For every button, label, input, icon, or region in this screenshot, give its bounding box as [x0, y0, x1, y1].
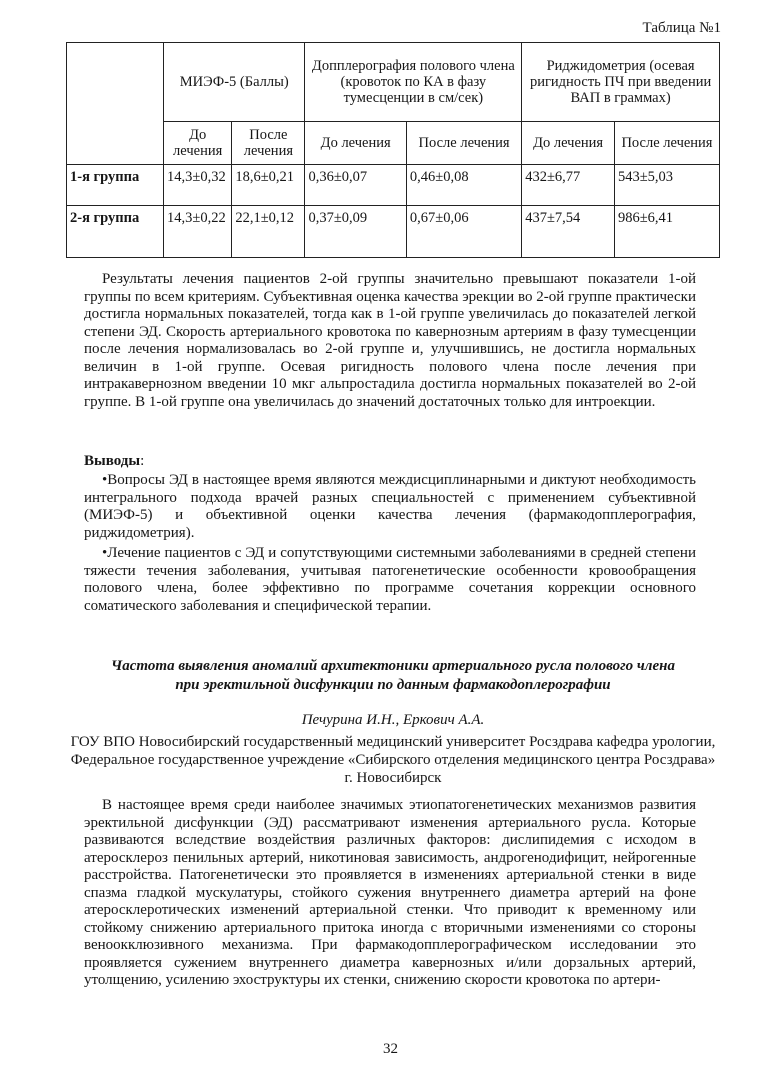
- row-label: 1-я группа: [67, 165, 164, 206]
- table-subheader-row: [67, 122, 720, 165]
- article-authors: Печурина И.Н., Еркович А.А.: [301, 712, 485, 728]
- page-number: 32: [383, 1041, 398, 1057]
- table-row: [67, 206, 720, 258]
- header-dopplerography: Допплерография полового члена (кровоток по КА в фазу тумесценции в см/сек): [305, 43, 522, 122]
- table-corner-cell: [67, 43, 164, 165]
- row-label: 2-я группа: [67, 206, 164, 258]
- conclusion-item: •Лечение пациентов с ЭД и сопутствующими системными заболеваниями в средней степени тяжести течения заболевания, учитывая патогенетические особенности кровообращения полового члена, более эффективно по программе сочетания коррекции основного соматического заболевания и специфической терапии.: [84, 545, 696, 614]
- table-cell: 543±5,03: [614, 165, 719, 206]
- subheader-cell: После лечения: [406, 122, 521, 165]
- table-cell: 432±6,77: [522, 165, 615, 206]
- table-cell: 14,3±0,22: [164, 206, 232, 258]
- conclusions-label: Выводы: [84, 453, 141, 469]
- table-row: [67, 165, 720, 206]
- table-cell: 22,1±0,12: [232, 206, 305, 258]
- table-cell: 0,37±0,09: [305, 206, 406, 258]
- article-title: [66, 657, 720, 695]
- subheader-cell: До лечения: [164, 122, 232, 165]
- table-cell: 0,67±0,06: [406, 206, 521, 258]
- subheader-cell: До лечения: [522, 122, 615, 165]
- article-affiliation: ГОУ ВПО Новосибирский государственный медицинский университет Росздрава кафедра урологии, Федеральное государственное учреждение «Сибирского отделения медицинского центра Росздрава» г. Новосибирск: [70, 734, 716, 786]
- conclusions-colon: :: [140, 453, 145, 469]
- subheader-cell: После лечения: [614, 122, 719, 165]
- table-group-header-row: [67, 43, 720, 122]
- table-caption: Таблица №1: [642, 20, 721, 36]
- article-title-line: при эректильной дисфункции по данным фармакодоплерографии: [175, 677, 611, 693]
- table-cell: 437±7,54: [522, 206, 615, 258]
- results-table: [66, 42, 720, 258]
- conclusions-heading: [84, 453, 696, 471]
- subheader-cell: До лечения: [305, 122, 406, 165]
- table-cell: 0,46±0,08: [406, 165, 521, 206]
- table-cell: 14,3±0,32: [164, 165, 232, 206]
- conclusion-item: •Вопросы ЭД в настоящее время являются междисциплинарными и диктуют необходимость интегрального подхода врачей разных специальностей с применением субъективной (МИЭФ-5) и объективной оценки качества лечения (фармакодопплерография, риджидометрия).: [84, 472, 696, 541]
- results-paragraph: Результаты лечения пациентов 2-ой группы значительно превышают показатели 1-ой группы по всем критериям. Субъективная оценка качества эрекции во 2-ой группе практически достигла нормальных показателей, тогда как в 1-ой группе увеличилась до показателей легкой степени ЭД. Скорость артериального кровотока по кавернозным артериям в фазу тумесценции после лечения нормализовалась во 2-ой группе и, улучшившись, не достигла нормальных величин в 1-ой группе. Осевая ригидность полового члена после лечения при интракавернозном введении 10 мкг альпростадила достигла нормальных показателей во 2-ой группе. В 1-ой группе она увеличилась до значений достаточных только для интроекции.: [84, 271, 696, 410]
- article-title-line: Частота выявления аномалий архитектоники артериального русла полового члена: [111, 658, 675, 674]
- article-body: В настоящее время среди наиболее значимых этиопатогенетических механизмов развития эректильной дисфункции (ЭД) рассматривают изменения артериального русла. Которые развиваются вследствие воздействия различных факторов: дислипидемия с исходом в атеросклероз пенильных артерий, никотиновая зависимость, андрогенодифицит, нейрогенные расстройства. Патогенетически это проявляется в изменениях артериальной стенки в виде спазма гладкой мускулатуры, стойкого сужения внутреннего диаметра артерий на фоне атеросклеротических изменений артериальной стенки. Что приводит к временному или стойкому снижению артериального притока иногда с вторичными изменениями со стороны веноокклюзивного механизма. При фармакодопплерографическом исследовании это проявляется сужением внутреннего диаметра кавернозных и/или дорзальных артерий, утолщению, усилению эхоструктуры их стенки, снижению скорости кровотока по артери-: [84, 797, 696, 988]
- table-cell: 0,36±0,07: [305, 165, 406, 206]
- header-iief5: МИЭФ-5 (Баллы): [164, 43, 305, 122]
- table-cell: 18,6±0,21: [232, 165, 305, 206]
- subheader-cell: После лечения: [232, 122, 305, 165]
- header-rigidometry: Риджидометрия (осевая ригидность ПЧ при введении ВАП в граммах): [522, 43, 720, 122]
- table-cell: 986±6,41: [614, 206, 719, 258]
